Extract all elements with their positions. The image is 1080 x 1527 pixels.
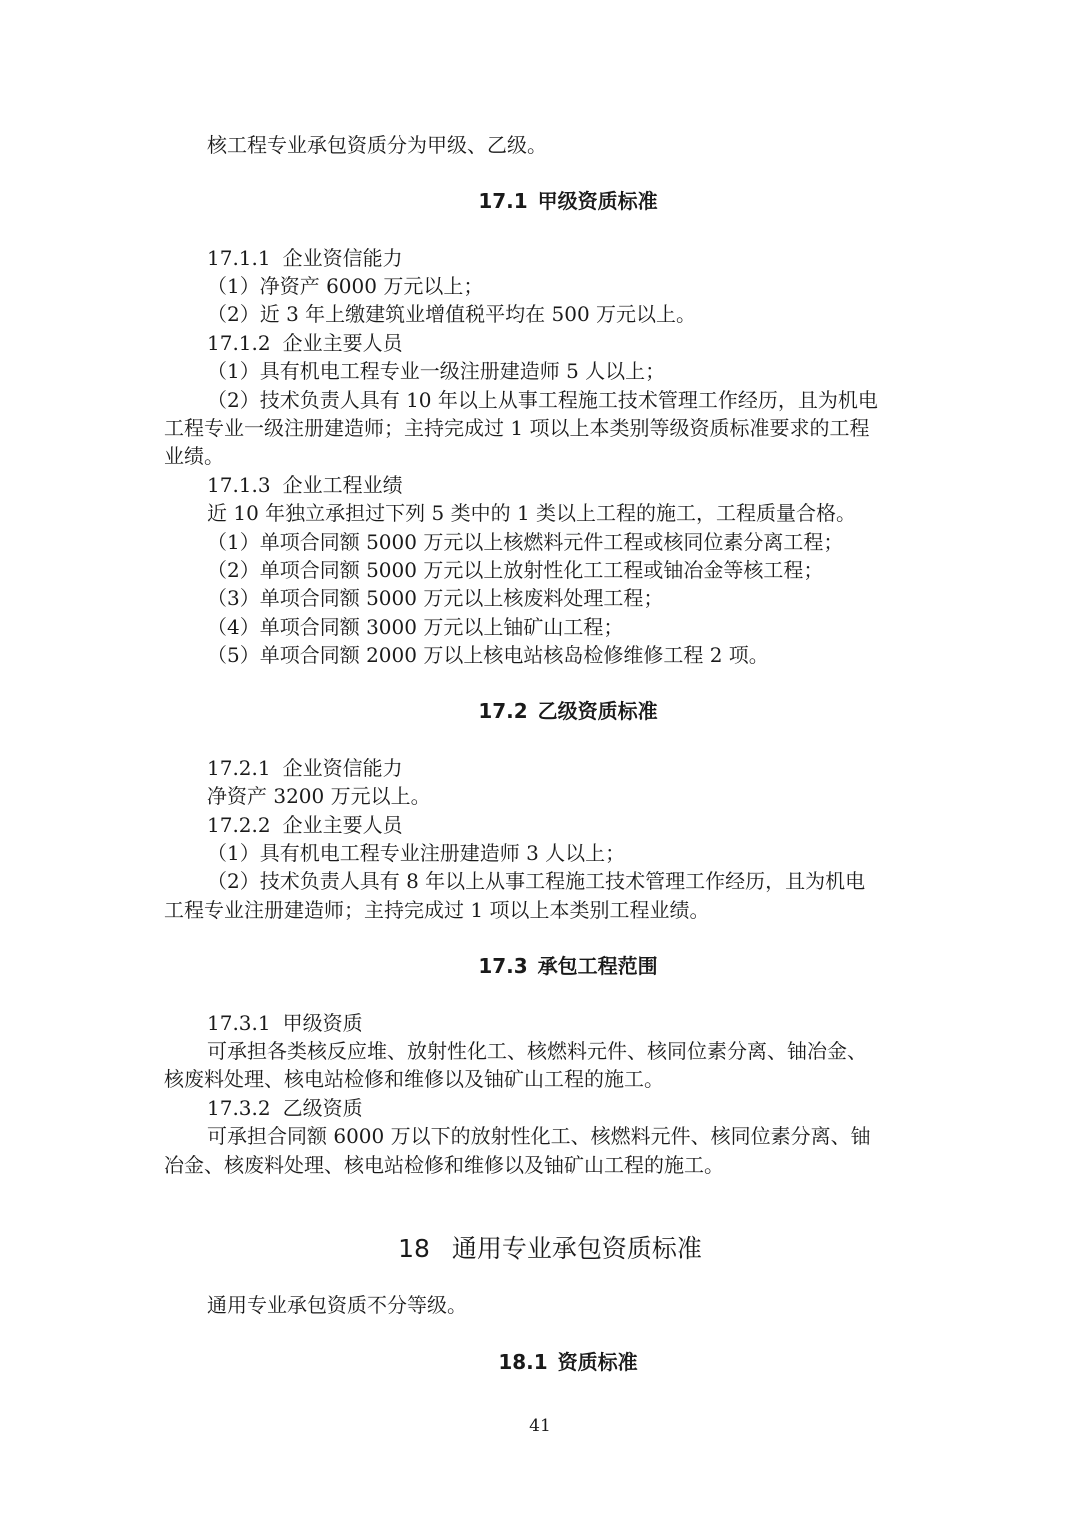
subsection-title: 企业主要人员 (282, 813, 403, 837)
list-item-continuation: 工程专业一级注册建造师；主持完成过 1 项以上本类别等级资质标准要求的工程 (164, 416, 870, 440)
intro-paragraph: 核工程专业承包资质分为甲级、乙级。 (207, 133, 547, 157)
subsection-title: 企业主要人员 (282, 331, 403, 355)
subsection-title: 甲级资质 (282, 1011, 363, 1035)
chapter-title: 通用专业承包资质标准 (451, 1234, 702, 1263)
subsection-title: 乙级资质 (282, 1096, 363, 1120)
section-heading-18-1 (0, 1348, 1080, 1376)
list-item: （2）技术负责人具有 10 年以上从事工程施工技术管理工作经历，且为机电 (207, 388, 878, 412)
list-item: （2）单项合同额 5000 万元以上放射性化工工程或铀冶金等核工程； (207, 558, 824, 582)
section-title: 甲级资质标准 (537, 189, 658, 213)
list-item: （2）技术负责人具有 8 年以上从事工程施工技术管理工作经历，且为机电 (207, 869, 866, 893)
list-item: （4）单项合同额 3000 万元以上铀矿山工程； (207, 615, 624, 639)
paragraph-continuation: 冶金、核废料处理、核电站检修和维修以及铀矿山工程的施工。 (164, 1153, 724, 1177)
subsection-heading-17-1-3 (207, 471, 967, 499)
paragraph: 可承担各类核反应堆、放射性化工、核燃料元件、核同位素分离、铀冶金、 (207, 1039, 867, 1063)
section-heading-17-3 (0, 952, 1080, 980)
section-title: 承包工程范围 (537, 954, 658, 978)
list-item: （5）单项合同额 2000 万以上核电站核岛检修维修工程 2 项。 (207, 643, 769, 667)
subsection-number: 17.3.1 (207, 1011, 271, 1035)
section-number: 17.1 (478, 189, 528, 213)
page-number: 41 (529, 1416, 551, 1436)
subsection-heading-17-2-2 (207, 811, 967, 839)
list-item: （1）具有机电工程专业一级注册建造师 5 人以上； (207, 359, 666, 383)
section-number: 17.3 (478, 954, 528, 978)
subsection-number: 17.2.1 (207, 756, 271, 780)
list-item: （1）单项合同额 5000 万元以上核燃料元件工程或核同位素分离工程； (207, 530, 844, 554)
intro-paragraph: 通用专业承包资质不分等级。 (207, 1293, 467, 1317)
list-item-continuation: 工程专业注册建造师；主持完成过 1 项以上本类别工程业绩。 (164, 898, 710, 922)
list-item: （3）单项合同额 5000 万元以上核废料处理工程； (207, 586, 664, 610)
subsection-heading-17-1-1 (207, 244, 967, 272)
paragraph: 近 10 年独立承担过下列 5 类中的 1 类以上工程的施工，工程质量合格。 (207, 501, 857, 525)
section-heading-17-2 (0, 697, 1080, 725)
section-heading-17-1 (0, 187, 1080, 215)
section-title: 乙级资质标准 (537, 699, 658, 723)
subsection-heading-17-1-2 (207, 329, 967, 357)
list-item: （1）具有机电工程专业注册建造师 3 人以上； (207, 841, 626, 865)
chapter-number: 18 (398, 1234, 430, 1263)
section-number: 18.1 (498, 1350, 548, 1374)
subsection-number: 17.3.2 (207, 1096, 271, 1120)
list-item: （2）近 3 年上缴建筑业增值税平均在 500 万元以上。 (207, 302, 697, 326)
subsection-number: 17.1.3 (207, 473, 271, 497)
subsection-title: 企业资信能力 (282, 246, 403, 270)
subsection-number: 17.2.2 (207, 813, 271, 837)
subsection-title: 企业工程业绩 (282, 473, 403, 497)
subsection-heading-17-3-1 (207, 1009, 967, 1037)
chapter-heading-18 (0, 1232, 1080, 1266)
section-number: 17.2 (478, 699, 528, 723)
subsection-heading-17-3-2 (207, 1094, 967, 1122)
subsection-number: 17.1.1 (207, 246, 271, 270)
paragraph-continuation: 核废料处理、核电站检修和维修以及铀矿山工程的施工。 (164, 1067, 664, 1091)
list-item: （1）净资产 6000 万元以上； (207, 274, 484, 298)
subsection-title: 企业资信能力 (282, 756, 403, 780)
paragraph: 净资产 3200 万元以上。 (207, 784, 431, 808)
subsection-number: 17.1.2 (207, 331, 271, 355)
paragraph: 可承担合同额 6000 万以下的放射性化工、核燃料元件、核同位素分离、铀 (207, 1124, 871, 1148)
section-title: 资质标准 (557, 1350, 638, 1374)
subsection-heading-17-2-1 (207, 754, 967, 782)
list-item-continuation: 业绩。 (164, 444, 224, 468)
